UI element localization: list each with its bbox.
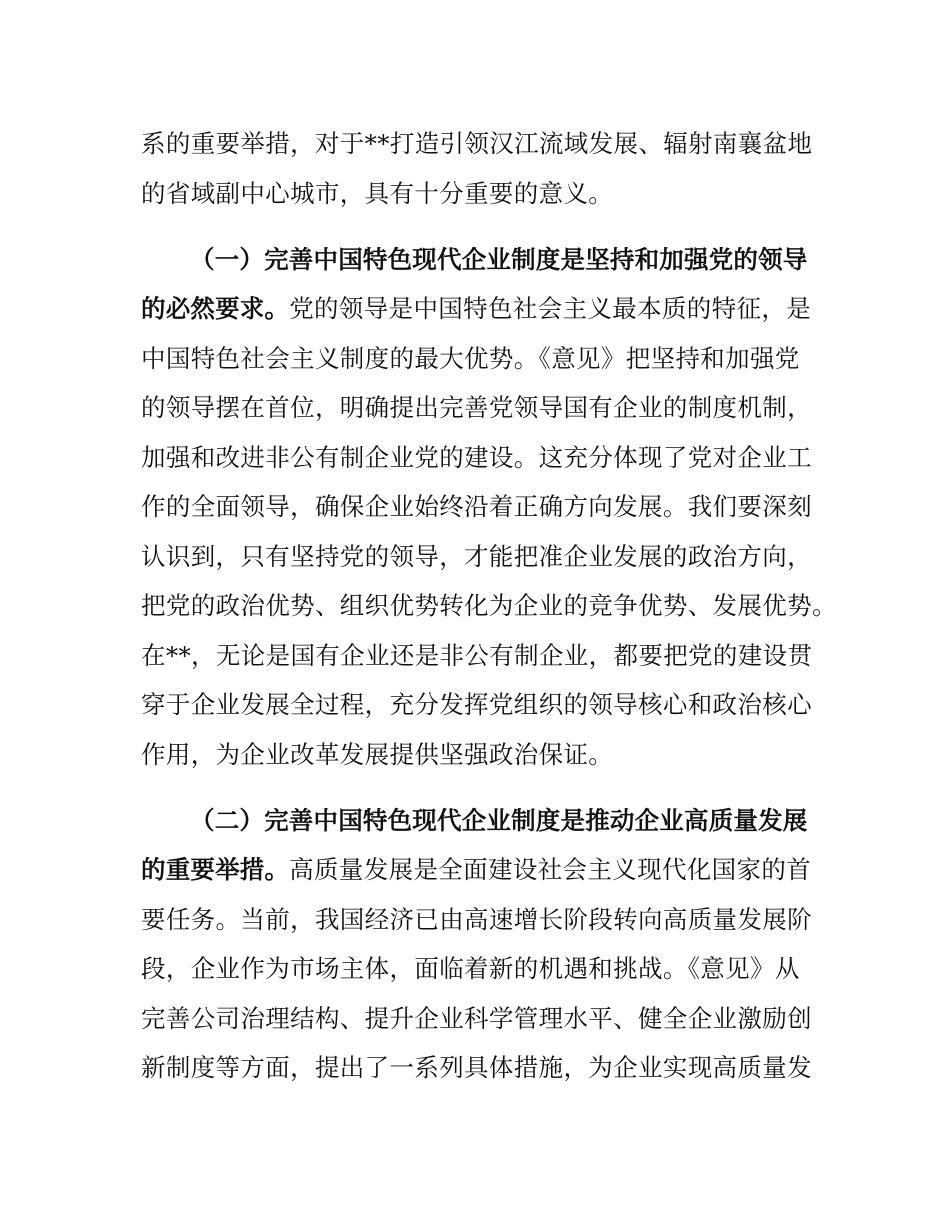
text-line: 的领导摆在首位，明确提出完善党领导国有企业的制度机制， xyxy=(141,393,812,422)
text-line: 在**，无论是国有企业还是非公有制企业，都要把党的建设贯 xyxy=(141,641,813,670)
text-line: 穿于企业发展全过程，充分发挥党组织的领导核心和政治核心 xyxy=(141,690,812,719)
text-line: 加强和改进非公有制企业党的建设。这充分体现了党对企业工 xyxy=(141,443,812,472)
section-heading-text: （二）完善中国特色现代企业制度是推动企业高质量发展 xyxy=(190,806,808,835)
section-heading-text: （一）完善中国特色现代企业制度是坚持和加强党的领导 xyxy=(190,245,808,274)
text-line: 认识到，只有坚持党的领导，才能把准企业发展的政治方向， xyxy=(141,542,812,571)
text-line: 中国特色社会主义制度的最大优势。《意见》把坚持和加强党 xyxy=(141,344,800,373)
text-line: 完善公司治理结构、提升企业科学管理水平、健全企业激励创 xyxy=(141,1004,812,1033)
text-line: 系的重要举措，对于**打造引领汉江流域发展、辐射南襄盆地 xyxy=(141,129,813,158)
section-heading xyxy=(190,242,808,278)
text-line: 段，企业作为市场主体，面临着新的机遇和挑战。《意见》从 xyxy=(141,954,800,983)
text-line xyxy=(141,852,811,888)
text-line: 的省域副中心城市，具有十分重要的意义。 xyxy=(141,179,614,208)
section-heading-text: 的重要举措。 xyxy=(141,855,290,884)
text-line: 要任务。当前，我国经济已由高速增长阶段转向高质量发展阶 xyxy=(141,905,812,934)
body-text: 高质量发展是全面建设社会主义现代化国家的首 xyxy=(289,855,812,884)
text-line: 新制度等方面，提出了一系列具体措施，为企业实现高质量发 xyxy=(141,1053,812,1082)
body-text: 党的领导是中国特色社会主义最本质的特征，是 xyxy=(289,294,812,323)
text-line: 把党的政治优势、组织优势转化为企业的竞争优势、发展优势。 xyxy=(141,591,837,620)
text-line xyxy=(141,291,811,327)
section-heading-text: 的必然要求。 xyxy=(141,294,290,323)
text-line: 作的全面领导，确保企业始终沿着正确方向发展。我们要深刻 xyxy=(141,492,812,521)
text-line: 作用，为企业改革发展提供坚强政治保证。 xyxy=(141,740,614,769)
section-heading xyxy=(190,803,808,839)
